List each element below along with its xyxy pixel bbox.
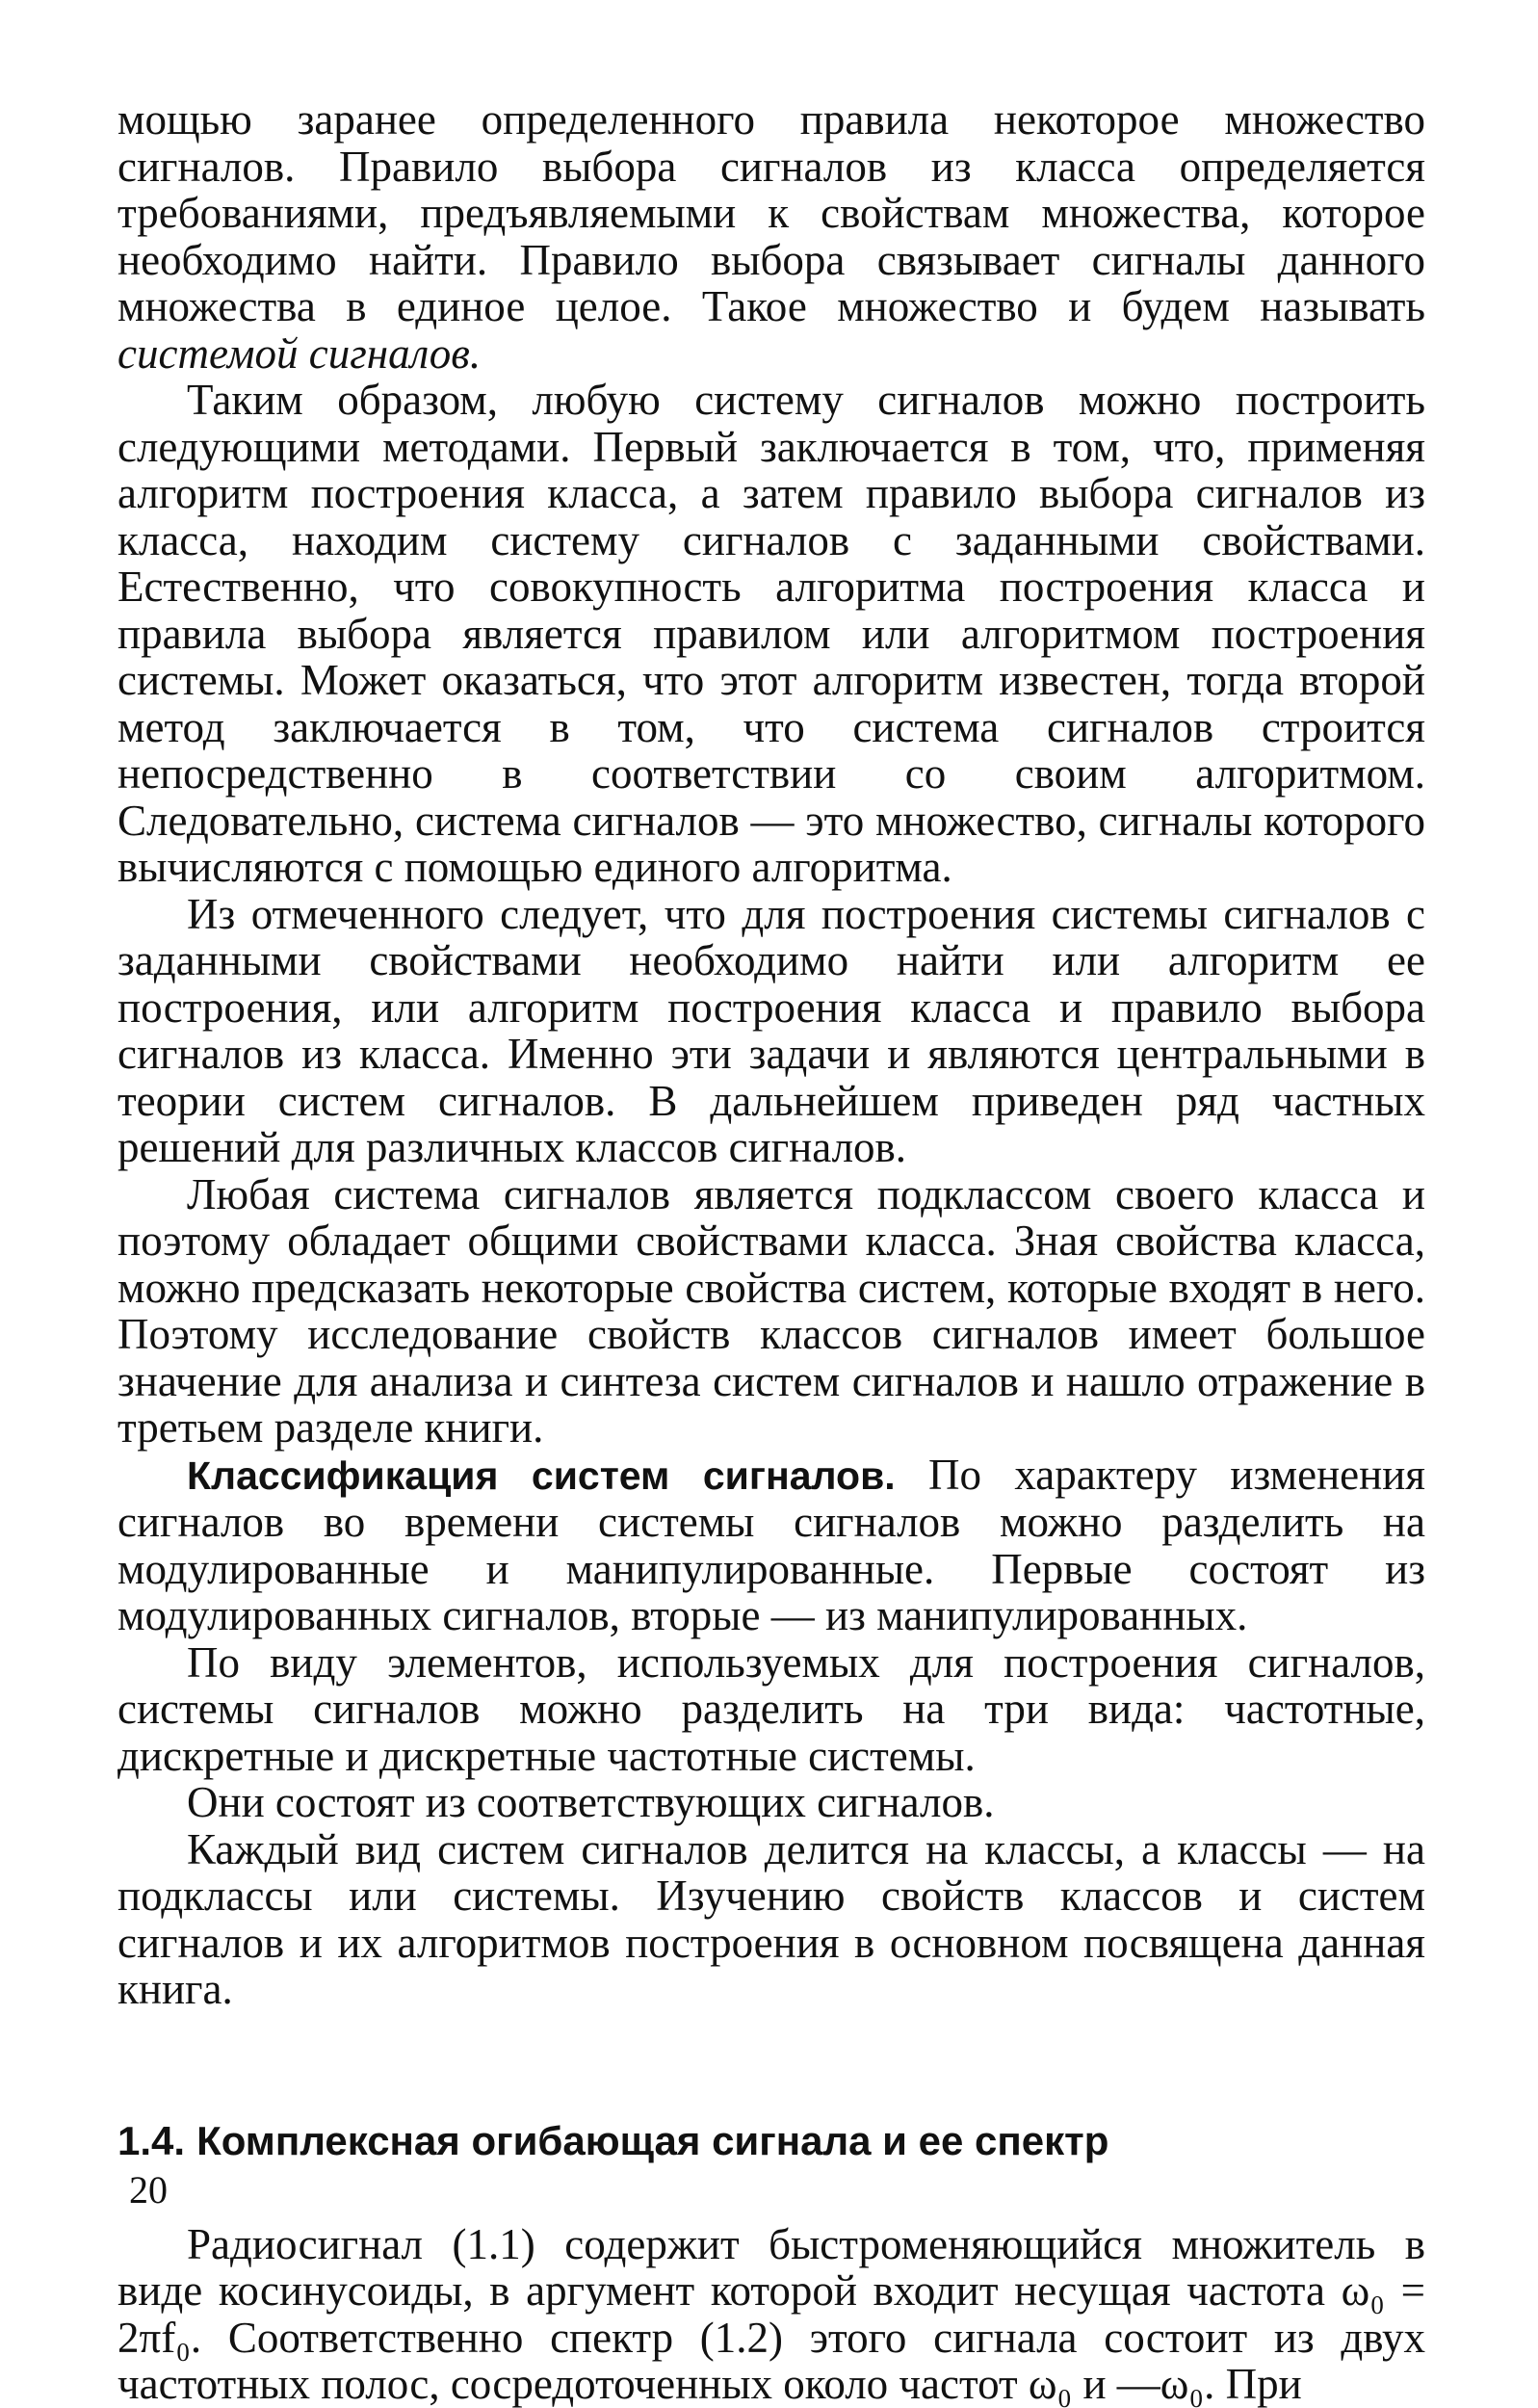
section-title: Комплексная огибающая сигнала и ее спектр (196, 2117, 1109, 2163)
paragraph-6: По виду элементов, используемых для построения сигналов, системы сигналов можно разделить на три вида: частотные, дискретные и дискретные частотные системы. (117, 1637, 1425, 1780)
paragraph-3: Из отмеченного следует, что для построения системы сигналов с заданными свойствами необходимо найти или алгоритм ее построения, или алгоритм построения класса и правило выбора сигналов из класса. Именно эти задачи и являются центральными в теории систем сигналов. В дальнейшем приведен ряд частных решений для различных классов сигналов. (117, 889, 1425, 1171)
paragraph-1-text: мощью заранее определенного правила некоторое множество сигналов. Правило выбора сигналов из класса определяется требованиями, предъявляемыми к свойствам множества, которое необходимо найти. Правило выбора связывает сигналы данного множества в единое целое. Такое множество и будем называть (117, 95, 1425, 330)
paragraph-7: Они состоят из соответствующих сигналов. (187, 1778, 995, 1826)
section-heading (117, 2117, 1425, 2165)
paragraph-4: Любая система сигналов является подклассом своего класса и поэтому обладает общими свойствами класса. Зная свойства класса, можно предсказать некоторые свойства систем, которые входят в него. Поэтому исследование свойств классов сигналов имеет большое значение для анализа и синтеза систем сигналов и нашло отражение в третьем разделе книги. (117, 1169, 1425, 1452)
page-body (117, 96, 1425, 2408)
paragraph-2: Таким образом, любую систему сигналов можно построить следующими методами. Первый заключается в том, что, применяя алгоритм построения класса, а затем правило выбора сигналов из класса, находим систему сигналов с заданными свойствами. Естественно, что совокупность алгоритма построения класса и правила выбора является правилом или алгоритмом построения системы. Может оказаться, что этот алгоритм известен, тогда второй метод заключается в том, что система сигналов строится непосредственно в соответствии со своим алгоритмом. Следовательно, система сигналов — это множество, сигналы которого вычисляются с помощью единого алгоритма. (117, 376, 1425, 891)
paragraph-5 (117, 1452, 1425, 1639)
paragraph-5-text: По характеру изменения сигналов во времени системы сигналов можно разделить на модулированные и манипулированные. Первые состоят из модулированных сигналов, вторые — из манипулированных. (117, 1450, 1426, 1639)
section-number: 1.4. (117, 2117, 186, 2163)
paragraph-9: Радиосигнал (1.1) содержит быстроменяющийся множитель в виде косинусоиды, в аргумент которой входит несущая частота ω₀ = 2πf₀. Соответственно спектр (1.2) этого сигнала состоит из двух частотных полос, сосредоточенных около частот ω₀ и —ω₀. При (117, 2219, 1425, 2408)
paragraph-1 (117, 96, 1425, 377)
page-number: 20 (129, 2168, 168, 2212)
paragraph-8: Каждый вид систем сигналов делится на классы, а классы — на подклассы или системы. Изучению свойств классов и систем сигналов и их алгоритмов построения в основном посвящена данная книга. (117, 1824, 1425, 2013)
term-signal-system: системой сигналов. (117, 328, 482, 378)
classification-lead: Классификация систем сигналов. (187, 1453, 896, 1498)
